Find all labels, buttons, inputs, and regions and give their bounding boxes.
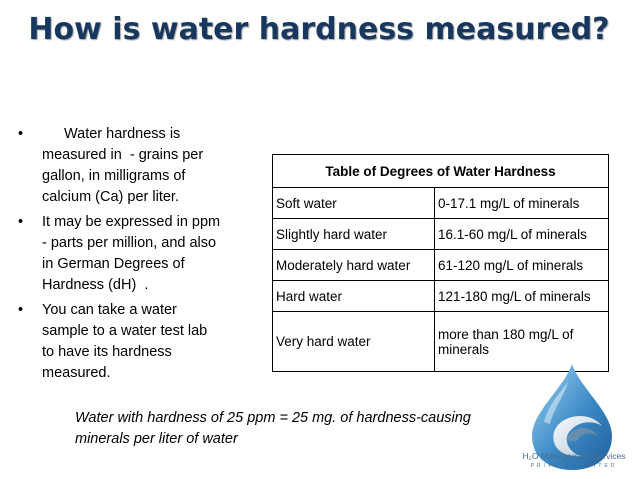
logo-subtitle: PRIVATE LIMITED	[530, 463, 618, 469]
table-row	[273, 188, 609, 219]
bullet-line: measured.	[42, 365, 111, 381]
bullet-dot: •	[18, 214, 24, 230]
bullet-dot: •	[18, 302, 24, 318]
table-row	[273, 281, 609, 312]
hardness-range-cell: 16.1-60 mg/L of minerals	[435, 219, 609, 250]
table-row	[273, 250, 609, 281]
bullet-line: Hardness (dH) .	[42, 277, 149, 293]
bullet-line: to have its hardness	[42, 344, 172, 360]
note-line: minerals per liter of water	[75, 431, 238, 447]
table-row	[273, 219, 609, 250]
bullet-line: gallon, in milligrams of	[42, 168, 186, 184]
hardness-type-cell: Moderately hard water	[273, 250, 435, 281]
bullet-line: sample to a water test lab	[42, 323, 208, 339]
logo-name: H₂O Management Services	[522, 451, 626, 461]
hardness-range-cell: 0-17.1 mg/L of minerals	[435, 188, 609, 219]
bullet-line: Water hardness is	[64, 126, 181, 142]
bullet-item	[18, 212, 248, 296]
bullet-item	[18, 300, 248, 384]
bullet-dot: •	[18, 126, 24, 142]
bullet-line: in German Degrees of	[42, 256, 185, 272]
bullet-item	[18, 124, 248, 208]
slide-title: How is water hardness measured?	[28, 12, 610, 47]
note-line: Water with hardness of 25 ppm = 25 mg. of hardness-causing	[75, 410, 471, 426]
hardness-table	[272, 154, 609, 372]
hardness-example-note	[75, 408, 525, 450]
bullet-line: You can take a water	[42, 302, 177, 318]
bullet-line: calcium (Ca) per liter.	[42, 189, 179, 205]
bullet-line: - parts per million, and also	[42, 235, 217, 251]
hardness-range-cell: more than 180 mg/L of minerals	[435, 312, 609, 372]
hardness-type-cell: Slightly hard water	[273, 219, 435, 250]
bullet-line: measured in - grains per	[42, 147, 204, 163]
bullet-list	[18, 124, 248, 388]
hardness-type-cell: Very hard water	[273, 312, 435, 372]
hardness-type-cell: Soft water	[273, 188, 435, 219]
hardness-type-cell: Hard water	[273, 281, 435, 312]
hardness-range-cell: 61-120 mg/L of minerals	[435, 250, 609, 281]
hardness-range-cell: 121-180 mg/L of minerals	[435, 281, 609, 312]
table-caption: Table of Degrees of Water Hardness	[273, 155, 609, 188]
bullet-line: It may be expressed in ppm	[42, 214, 221, 230]
